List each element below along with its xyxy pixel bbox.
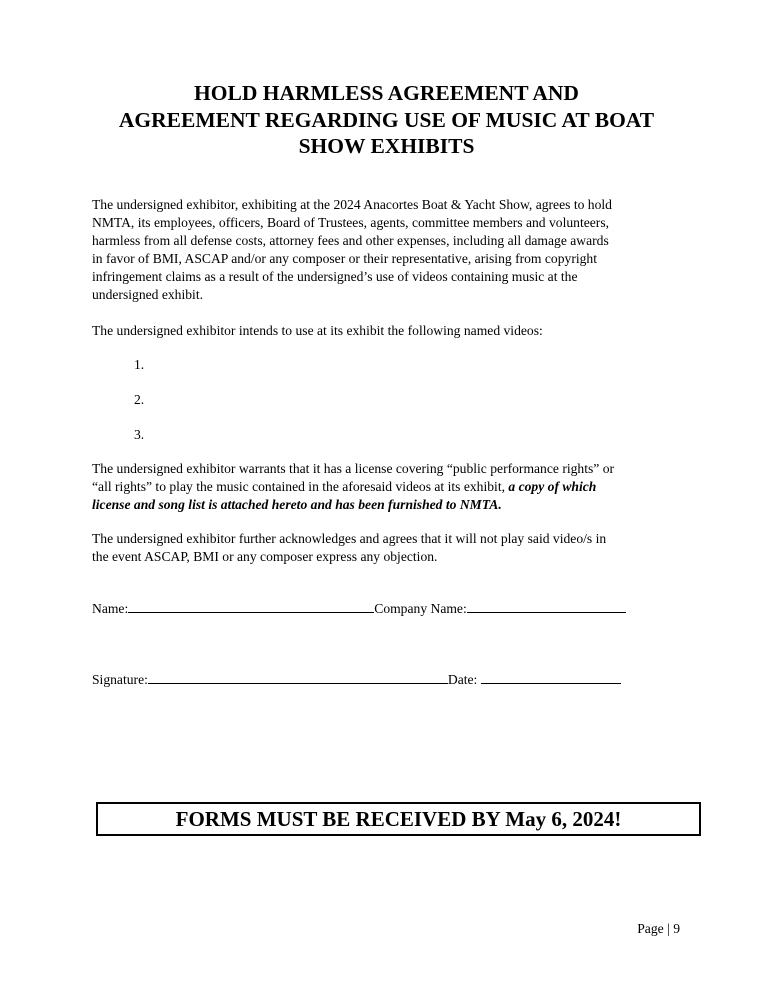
title-line-1: HOLD HARMLESS AGREEMENT AND xyxy=(194,81,579,105)
acknowledgement-paragraph xyxy=(92,530,692,566)
license-warranty-paragraph xyxy=(92,460,692,514)
hold-harmless-paragraph xyxy=(92,196,692,304)
signature-field[interactable] xyxy=(148,669,448,684)
video-list-item-3: 3. xyxy=(134,427,145,442)
name-label: Name: xyxy=(92,601,129,616)
paragraph-line: in favor of BMI, ASCAP and/or any composer or their representative, arising from copyright xyxy=(92,251,597,266)
title-line-3: SHOW EXHIBITS xyxy=(298,134,475,158)
company-name-field[interactable] xyxy=(467,598,626,613)
paragraph-line: “all rights” to play the music contained in the aforesaid videos at its exhibit, xyxy=(92,479,509,494)
deadline-notice: FORMS MUST BE RECEIVED BY May 6, 2024! xyxy=(96,802,701,836)
paragraph-line: harmless from all defense costs, attorney fees and other expenses, including all damage awards xyxy=(92,233,609,248)
videos-intro-paragraph: The undersigned exhibitor intends to use at its exhibit the following named videos: xyxy=(92,323,543,338)
company-name-label: Company Name: xyxy=(374,601,467,616)
document-title xyxy=(60,80,713,160)
paragraph-line: the event ASCAP, BMI or any composer express any objection. xyxy=(92,549,438,564)
title-line-2: AGREEMENT REGARDING USE OF MUSIC AT BOAT xyxy=(118,107,655,132)
date-field[interactable] xyxy=(481,669,621,684)
video-list-item-2: 2. xyxy=(134,392,145,407)
paragraph-line: NMTA, its employees, officers, Board of Trustees, agents, committee members and volunteers, xyxy=(92,215,610,230)
paragraph-line: infringement claims as a result of the undersigned’s use of videos containing music at the xyxy=(92,269,578,284)
video-list-item-1: 1. xyxy=(134,357,145,372)
signature-date-row xyxy=(92,669,621,689)
emphasis-text: license and song list is attached hereto and has been furnished to NMTA. xyxy=(92,497,502,512)
page-number: Page | 9 xyxy=(637,921,680,936)
paragraph-line: The undersigned exhibitor further acknowledges and agrees that it will not play said video/s in xyxy=(92,531,607,546)
name-company-row xyxy=(92,598,626,618)
paragraph-line: The undersigned exhibitor warrants that it has a license covering “public performance rights” or xyxy=(92,461,615,476)
paragraph-line: The undersigned exhibitor, exhibiting at the 2024 Anacortes Boat & Yacht Show, agrees to hold xyxy=(92,197,612,212)
paragraph-line: undersigned exhibit. xyxy=(92,287,203,302)
name-field[interactable] xyxy=(128,598,374,613)
emphasis-text: a copy of which xyxy=(508,479,597,494)
date-label: Date: xyxy=(447,672,478,687)
signature-label: Signature: xyxy=(92,672,148,687)
